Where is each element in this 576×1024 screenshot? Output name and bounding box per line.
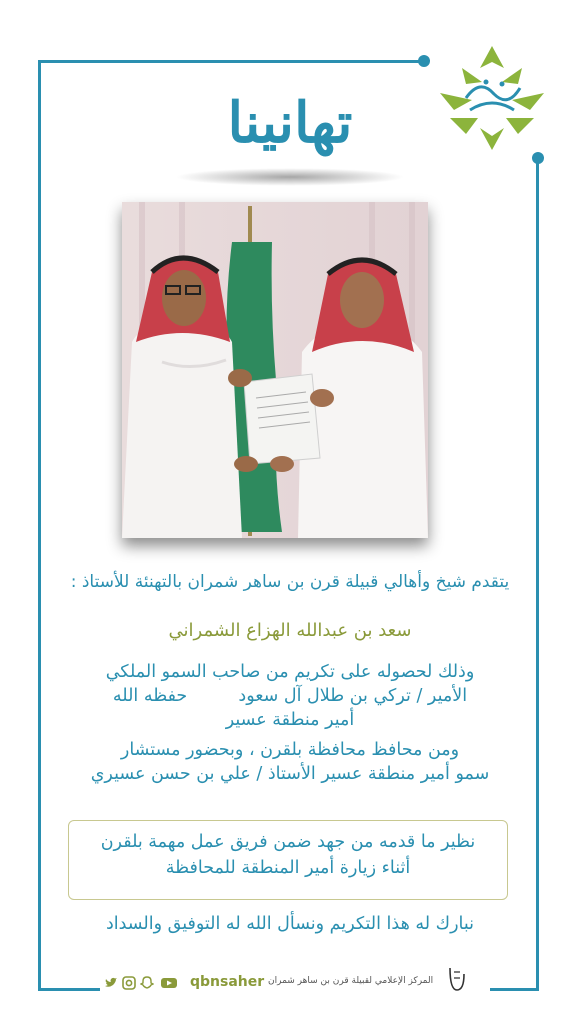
quote-box — [68, 820, 508, 900]
snapchat-icon[interactable] — [140, 976, 154, 990]
frame-dot-top — [418, 55, 430, 67]
frame-bottom-right — [490, 988, 539, 991]
twitter-icon[interactable] — [104, 976, 118, 990]
body-line-4: ومن محافظ محافظة بلقرن ، وبحضور مستشار — [120, 740, 460, 760]
footer — [100, 970, 480, 998]
footer-logo-icon — [446, 964, 468, 994]
youtube-icon[interactable] — [160, 976, 178, 990]
body-text — [60, 660, 520, 786]
honorific: حفظه الله — [112, 686, 188, 706]
body-line-1: وذلك لحصوله على تكريم من صاحب السمو الملكي — [105, 662, 475, 682]
honoree-name: سعد بن عبدالله الهزاع الشمراني — [168, 620, 412, 641]
frame-bottom — [38, 988, 100, 991]
body-line-3: أمير منطقة عسير — [225, 710, 355, 730]
frame-top-left — [38, 60, 422, 63]
page-title: تهانينا — [227, 90, 353, 156]
closing-line: نبارك له هذا التكريم ونسأل الله له التوفيق والسداد — [105, 914, 475, 934]
instagram-icon[interactable] — [122, 976, 136, 990]
social-handle: qbnsaher — [190, 974, 265, 990]
intro-line: يتقدم شيخ وأهالي قبيلة قرن بن ساهر شمران بالتهنئة للأستاذ : — [70, 572, 510, 592]
frame-left — [38, 60, 41, 990]
ceremony-photo — [122, 202, 428, 538]
quote-line-1: نظير ما قدمه من جهد ضمن فريق عمل مهمة بلقرن — [100, 832, 476, 852]
tribe-logo — [432, 38, 552, 153]
body-line-5: سمو أمير منطقة عسير الأستاذ / علي بن حسن عسيري — [90, 764, 490, 784]
title-shadow — [175, 168, 405, 186]
body-line-2 — [60, 684, 520, 708]
frame-right — [536, 160, 539, 990]
footer-center-text: المركز الإعلامي لقبيلة قرن بن ساهر شمران — [268, 976, 434, 986]
frame-dot-right — [532, 152, 544, 164]
quote-line-2: أثناء زيارة أمير المنطقة للمحافظة — [165, 858, 411, 878]
prince-name: الأمير / تركي بن طلال آل سعود — [238, 686, 468, 706]
